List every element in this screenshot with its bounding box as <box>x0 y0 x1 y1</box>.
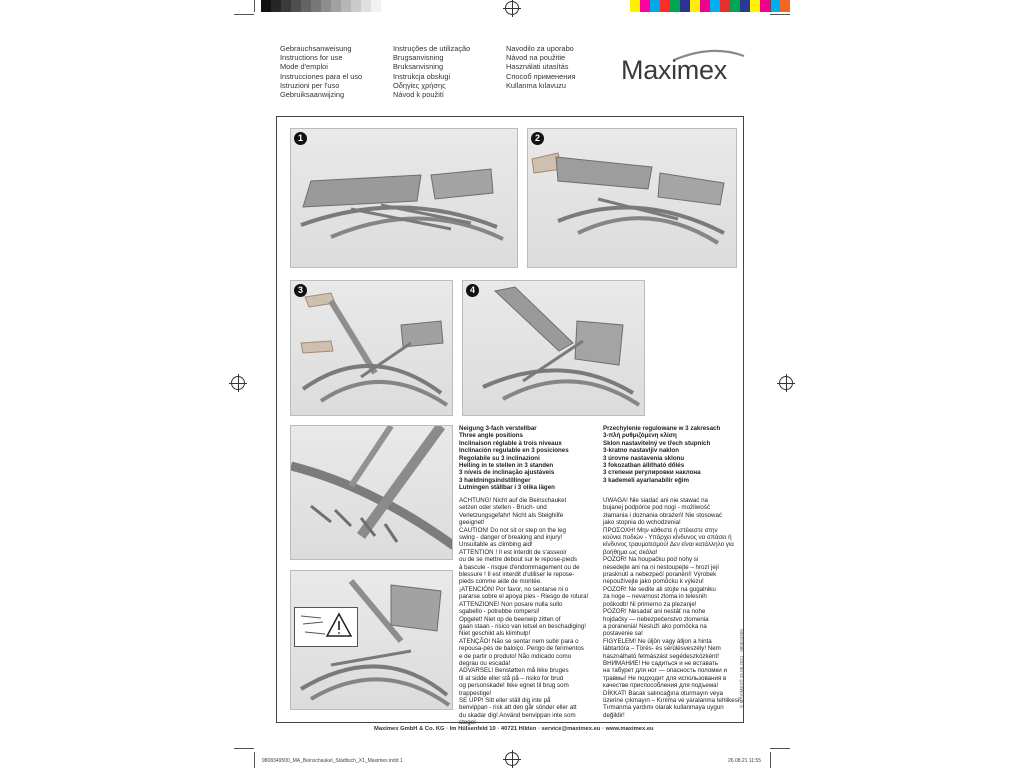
text-line: poškodb! Ni primerno za plezanje! <box>603 600 697 608</box>
angle-positions-text-right <box>603 425 720 484</box>
step-number-badge: 4 <box>466 284 479 297</box>
language-item: Способ применения <box>506 71 576 81</box>
language-list-3 <box>506 44 575 90</box>
crop-mark <box>770 0 771 12</box>
angle-positions-text-left <box>459 425 569 492</box>
step-2-photo <box>527 128 737 268</box>
text-line: Regolabile su 3 inclinazioni <box>459 454 540 462</box>
text-line: Przechylenie regulowane w 3 zakresach <box>603 425 721 432</box>
gray-swatch <box>351 0 361 12</box>
text-line: ATTENTION ! Il est interdit de s'asseoir <box>459 548 567 556</box>
step-number-badge: 1 <box>294 132 307 145</box>
color-swatch <box>730 0 740 12</box>
text-line: Sklon nastavitelný ve třech stupních <box>603 439 711 447</box>
rocker-illustration-4 <box>463 281 645 416</box>
language-item: Οδηγίες χρήσης <box>393 80 446 90</box>
text-line: Lutningen ställbar i 3 olika lägen <box>459 484 555 492</box>
color-calibration-bar <box>630 0 790 12</box>
color-swatch <box>780 0 790 12</box>
language-item: Instructions for use <box>280 53 343 63</box>
text-line: травмы! Не подходит для использования в <box>603 674 727 682</box>
text-line: du skadar dig! Använd benvippan inte som <box>459 711 576 719</box>
text-line: FIGYELEM! Ne üljön vagy álljon a hinta <box>603 637 712 645</box>
language-item: Návod na použitie <box>506 53 566 63</box>
language-item: Használati utasítás <box>506 62 569 72</box>
gray-swatch <box>341 0 351 12</box>
text-line: 3 hældningsindstillinger <box>459 476 531 484</box>
text-line: Opgelet! Niet op de beenwip zitten of <box>459 615 561 623</box>
language-list-1 <box>280 44 362 99</box>
angle-detail-photo <box>290 425 453 560</box>
print-date-line: 26.08.21 11:55 <box>728 758 761 764</box>
company-footer: Maximex GmbH & Co. KG · Im Hülsenfeld 10 · 40721 Hilden · service@maximex.eu · www.maximex.eu <box>374 726 654 732</box>
text-line: Helling in te stellen in 3 standen <box>459 462 554 470</box>
color-swatch <box>680 0 690 12</box>
registration-mark-top <box>505 1 519 15</box>
text-line: POZOR! Nesadať ani nestáť na nohe <box>603 608 706 616</box>
text-line: jako stopnia do wchodzenia! <box>603 519 681 527</box>
step-1-photo <box>290 128 518 268</box>
text-line: POZOR! Na houpačku pod nohy si <box>603 556 699 564</box>
text-line: og personskade! Ikke egnet til brug som <box>459 682 569 690</box>
color-swatch <box>760 0 770 12</box>
crop-mark <box>234 14 254 15</box>
text-line: 3 níveis de inclinação ajustáveis <box>459 469 555 477</box>
text-line: Three angle positions <box>459 432 523 440</box>
text-line: benvippan - risk att den går sönder eller att <box>459 704 577 712</box>
color-swatch <box>660 0 670 12</box>
text-line: nepoužívejte jako pomůcku k výlezu! <box>603 578 704 586</box>
color-swatch <box>700 0 710 12</box>
language-item: Kullanma kılavuzu <box>506 80 566 90</box>
text-line: 3-kratno nastavljiv naklon <box>603 447 679 455</box>
step-3-photo <box>290 280 453 416</box>
text-line: swing - danger of breaking and injury! <box>459 534 563 542</box>
rocker-detail-illustration <box>291 426 453 560</box>
text-line: złamania i doznania obrażeń! Nie stosować <box>603 511 723 519</box>
warning-text-left <box>459 497 588 727</box>
color-swatch <box>740 0 750 12</box>
warning-triangle-icon <box>295 608 357 646</box>
color-swatch <box>750 0 760 12</box>
text-line: ATTENZIONE! Non posare nulla sullo <box>459 600 563 608</box>
text-line: βοήθημα ως σκάλα! <box>603 548 658 556</box>
text-line: ВНИМАНИЕ! Не садиться и не вставать <box>603 659 719 667</box>
text-line: hojdačky — nebezpečenstvo zlomenia <box>603 615 709 623</box>
text-line: CAUTION! Do not sit or step on the leg <box>459 526 566 534</box>
rocker-illustration-3 <box>291 281 453 416</box>
text-line: ACHTUNG! Nicht auf die Beinschaukel <box>459 497 566 504</box>
color-swatch <box>650 0 660 12</box>
file-name-line: 9808349500_MA_Beinschaukel_Städtisch_X1_Maximex.indd 1 <box>262 758 403 764</box>
warning-photo <box>290 570 453 710</box>
gray-swatch <box>261 0 271 12</box>
text-line: Niet geschikt als klimhulp! <box>459 630 531 638</box>
text-line: használható felmászást segédeszközként! <box>603 652 719 660</box>
color-swatch <box>770 0 780 12</box>
language-item: Bruksanvisning <box>393 62 444 72</box>
text-line: lábtartóra – Törés- és sérülésveszély! Nem <box>603 645 721 653</box>
gray-swatch <box>371 0 381 12</box>
text-line: Verletzungsgefahr! Nicht als Steighilfe <box>459 511 564 519</box>
crop-mark <box>254 0 255 12</box>
crop-mark <box>254 752 255 768</box>
text-line: trappestige! <box>459 689 492 697</box>
text-line: 3 úrovne nastavenia sklonu <box>603 454 685 462</box>
rocker-illustration-1 <box>291 129 518 268</box>
text-line: nesedejte ani na ni nestoupejte – hrozí její <box>603 563 719 571</box>
text-line: DİKKAT! Bacak salıncağına oturmayın veya <box>603 689 723 697</box>
step-number-badge: 3 <box>294 284 307 297</box>
text-line: repousa-pés de baloiço. Perigo de ferimentos <box>459 645 584 653</box>
rocker-illustration-2 <box>528 129 737 268</box>
text-line: degrau ou escada! <box>459 659 511 667</box>
language-item: Instrukcja obsługi <box>393 71 451 81</box>
warning-inset <box>294 607 358 647</box>
text-line: geeignet! <box>459 519 485 527</box>
text-line: 3 kademeli ayarlanabilir eğim <box>603 476 689 484</box>
crop-mark <box>770 748 790 749</box>
language-item: Navodilo za uporabo <box>506 44 574 53</box>
text-line: prasknutí a nebezpečí poranění! Výrobek <box>603 571 717 579</box>
language-item: Gebruiksaanwijzing <box>280 90 345 100</box>
text-line: Inclinación regulable en 3 posiciones <box>459 447 569 455</box>
text-line: UWAGA! Nie siadać ani nie stawać na <box>603 497 709 504</box>
text-line: на табурет для ног — опасность поломки и <box>603 667 727 675</box>
registration-mark-left <box>231 376 245 390</box>
language-item: Instrucciones para el uso <box>280 71 363 81</box>
language-item: Brugsanvisning <box>393 53 444 63</box>
color-swatch <box>710 0 720 12</box>
crop-mark <box>770 14 790 15</box>
crop-mark <box>770 752 771 768</box>
text-line: SE UPP! Sitt eller ställ dig inte på <box>459 696 551 704</box>
text-line: a poranenia! Nesluží ako pomôcka na <box>603 622 707 630</box>
text-line: 3-πλή ρυθμιζόμενη κλίση <box>603 432 677 440</box>
text-line: üzerine çıkmayın – Kırılma ve yaralanma tehlikesi! <box>603 696 741 704</box>
gray-swatch <box>301 0 311 12</box>
text-line: ATENÇÃO! Não se sentar nem subir para o <box>459 637 579 645</box>
color-swatch <box>670 0 680 12</box>
text-line: gaan staan - risico van letsel en beschadiging! <box>459 622 586 630</box>
color-swatch <box>720 0 730 12</box>
gray-swatch <box>291 0 301 12</box>
text-line: sgabello - potrebbe rompersi! <box>459 608 540 616</box>
language-list-2 <box>393 44 470 99</box>
gray-swatch <box>361 0 371 12</box>
gray-swatch <box>281 0 291 12</box>
text-line: ou de se mettre debout sur le repose-pieds <box>459 556 577 564</box>
text-line: 3 степени регулировки наклона <box>603 469 701 477</box>
text-line: 3 fokozatban állítható dőlés <box>603 462 685 470</box>
language-item: Gebrauchsanweisung <box>280 44 352 53</box>
text-line: stege! <box>459 719 476 727</box>
brand-logo: Maximex <box>621 55 727 85</box>
text-line: POZOR! Ne sedite ali stojte na gugalniku <box>603 585 716 593</box>
gray-swatch <box>321 0 331 12</box>
text-line: pieds comme aide de montée. <box>459 578 542 586</box>
color-swatch <box>690 0 700 12</box>
text-line: postavenie sa! <box>603 630 643 638</box>
registration-mark-bottom <box>505 752 519 766</box>
text-line: Inclinaison réglable à trois niveaux <box>459 439 562 447</box>
gray-swatch <box>271 0 281 12</box>
language-item: Mode d'emploi <box>280 62 328 72</box>
step-number-badge: 2 <box>531 132 544 145</box>
text-line: pararse sobre el apoya pies - Riesgo de rotura! <box>459 593 589 601</box>
warning-text-right <box>603 497 741 719</box>
gray-swatch <box>311 0 321 12</box>
gray-swatch <box>331 0 341 12</box>
copyright-vertical: © MAXIMEX® 25.08.2021 · 980834950 <box>739 629 744 708</box>
language-item: Istruzioni per l'uso <box>280 80 340 90</box>
color-swatch <box>630 0 640 12</box>
language-item: Instruções de utilização <box>393 44 471 53</box>
text-line: til at sidde eller stå på – risiko for brud <box>459 674 564 682</box>
text-line: ΠΡΟΣΟΧΗ! Μην κάθεστε ή στέκεστε στην <box>603 526 718 534</box>
language-item: Návod k použití <box>393 90 444 100</box>
text-line: κίνδυνος τραυματισμού! Δεν είναι κατάλληλο για <box>603 541 734 549</box>
text-line: κούνια ποδιών - Υπάρχει κίνδυνος να σπάσει ή <box>603 534 732 542</box>
gray-calibration-bar <box>261 0 381 12</box>
text-line: za noge – nevarnost zloma in telesnih <box>603 593 707 601</box>
text-line: bujanej podpórce pod nogi - możliwość <box>603 504 710 512</box>
text-line: setzen oder stellen - Bruch- und <box>459 504 547 512</box>
text-line: Unsuitable as climbing aid! <box>459 541 533 549</box>
text-line: değildir! <box>603 711 625 719</box>
step-4-photo <box>462 280 645 416</box>
text-line: à bascule - risque d'endommagement ou de <box>459 563 580 571</box>
text-line: e de partir o produto! Não indicado como <box>459 652 572 660</box>
text-line: Neigung 3-fach verstellbar <box>459 425 537 432</box>
crop-mark <box>234 748 254 749</box>
text-line: качестве приспособления для подъема! <box>603 682 719 690</box>
text-line: ¡ATENCIÓN! Por favor, no sentarse ni o <box>459 585 569 593</box>
text-line: Tırmanma yardımı olarak kullanmaya uygun <box>603 704 724 712</box>
color-swatch <box>640 0 650 12</box>
text-line: ADVARSEL! Benstøtten må ikke bruges <box>459 667 569 675</box>
text-line: blessure ! Il est interdit d'utiliser le repose- <box>459 571 575 579</box>
registration-mark-right <box>779 376 793 390</box>
